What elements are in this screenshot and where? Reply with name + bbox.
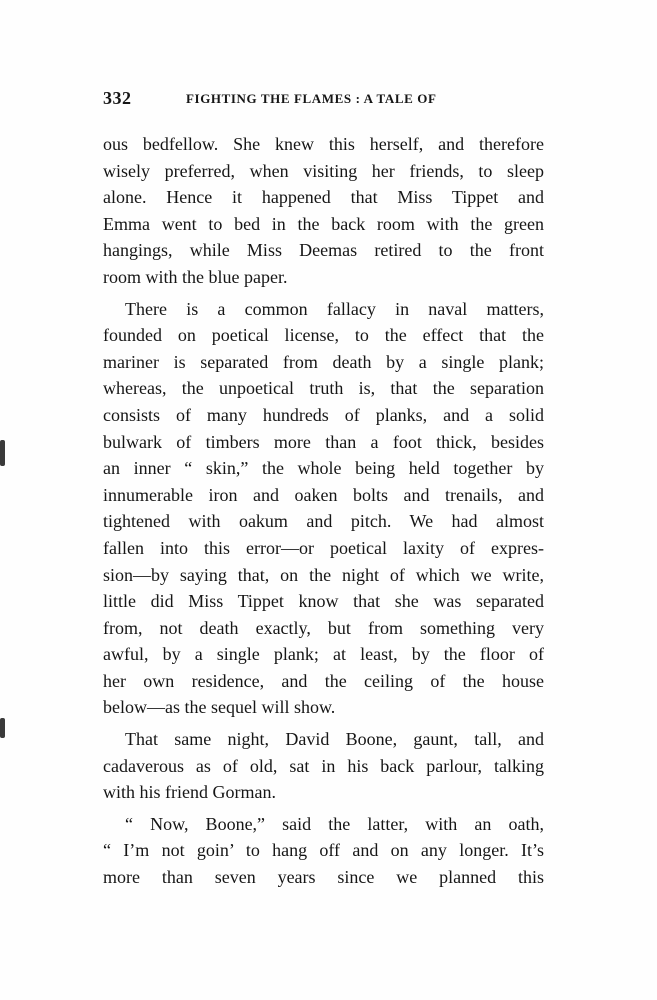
text-line: fallen into this error—or poetical laxity of expres-: [103, 537, 544, 558]
body-text: [103, 131, 544, 891]
text-line: ous bedfellow. She knew this herself, and therefore: [103, 134, 544, 154]
text-line: “ Now, Boone,” said the latter, with an oath,: [125, 813, 544, 834]
text-line: with his friend Gorman.: [103, 782, 276, 803]
scan-mark: [0, 440, 5, 466]
running-title: FIGHTING THE FLAMES : A TALE OF: [186, 91, 437, 106]
scan-mark: [0, 718, 5, 738]
text-line: awful, by a single plank; at least, by the floor of: [103, 644, 544, 665]
text-line: below—as the sequel will show.: [103, 697, 336, 718]
text-line: There is a common fallacy in naval matters,: [125, 298, 544, 319]
page-number: 332: [103, 88, 132, 108]
text-line: alone. Hence it happened that Miss Tippet and: [103, 187, 544, 208]
text-line: an inner “ skin,” the whole being held together by: [103, 458, 544, 479]
text-line: mariner is separated from death by a single plank;: [103, 351, 544, 372]
text-line: more than seven years since we planned this: [103, 867, 544, 888]
text-line: whereas, the unpoetical truth is, that the separation: [103, 378, 544, 399]
text-line: her own residence, and the ceiling of the house: [103, 670, 544, 691]
text-line: wisely preferred, when visiting her friends, to sleep: [103, 160, 544, 181]
text-line: bulwark of timbers more than a foot thick, besides: [103, 431, 544, 452]
text-line: consists of many hundreds of planks, and a solid: [103, 404, 544, 425]
text-line: “ I’m not goin’ to hang off and on any longer. It’s: [103, 840, 544, 861]
text-line: Emma went to bed in the back room with the green: [103, 213, 544, 234]
text-line: sion—by saying that, on the night of which we write,: [103, 564, 544, 585]
text-line: little did Miss Tippet know that she was separated: [103, 591, 544, 612]
text-line: That same night, David Boone, gaunt, tall, and: [125, 729, 544, 750]
text-line: room with the blue paper.: [103, 266, 288, 287]
text-line: from, not death exactly, but from something very: [103, 617, 544, 638]
text-line: founded on poetical license, to the effect that the: [103, 325, 544, 346]
running-header: [103, 88, 543, 112]
text-line: hangings, while Miss Deemas retired to the front: [103, 240, 544, 261]
text-line: innumerable iron and oaken bolts and trenails, and: [103, 484, 544, 505]
text-line: cadaverous as of old, sat in his back parlour, talking: [103, 755, 544, 776]
text-line: tightened with oakum and pitch. We had almost: [103, 511, 544, 532]
